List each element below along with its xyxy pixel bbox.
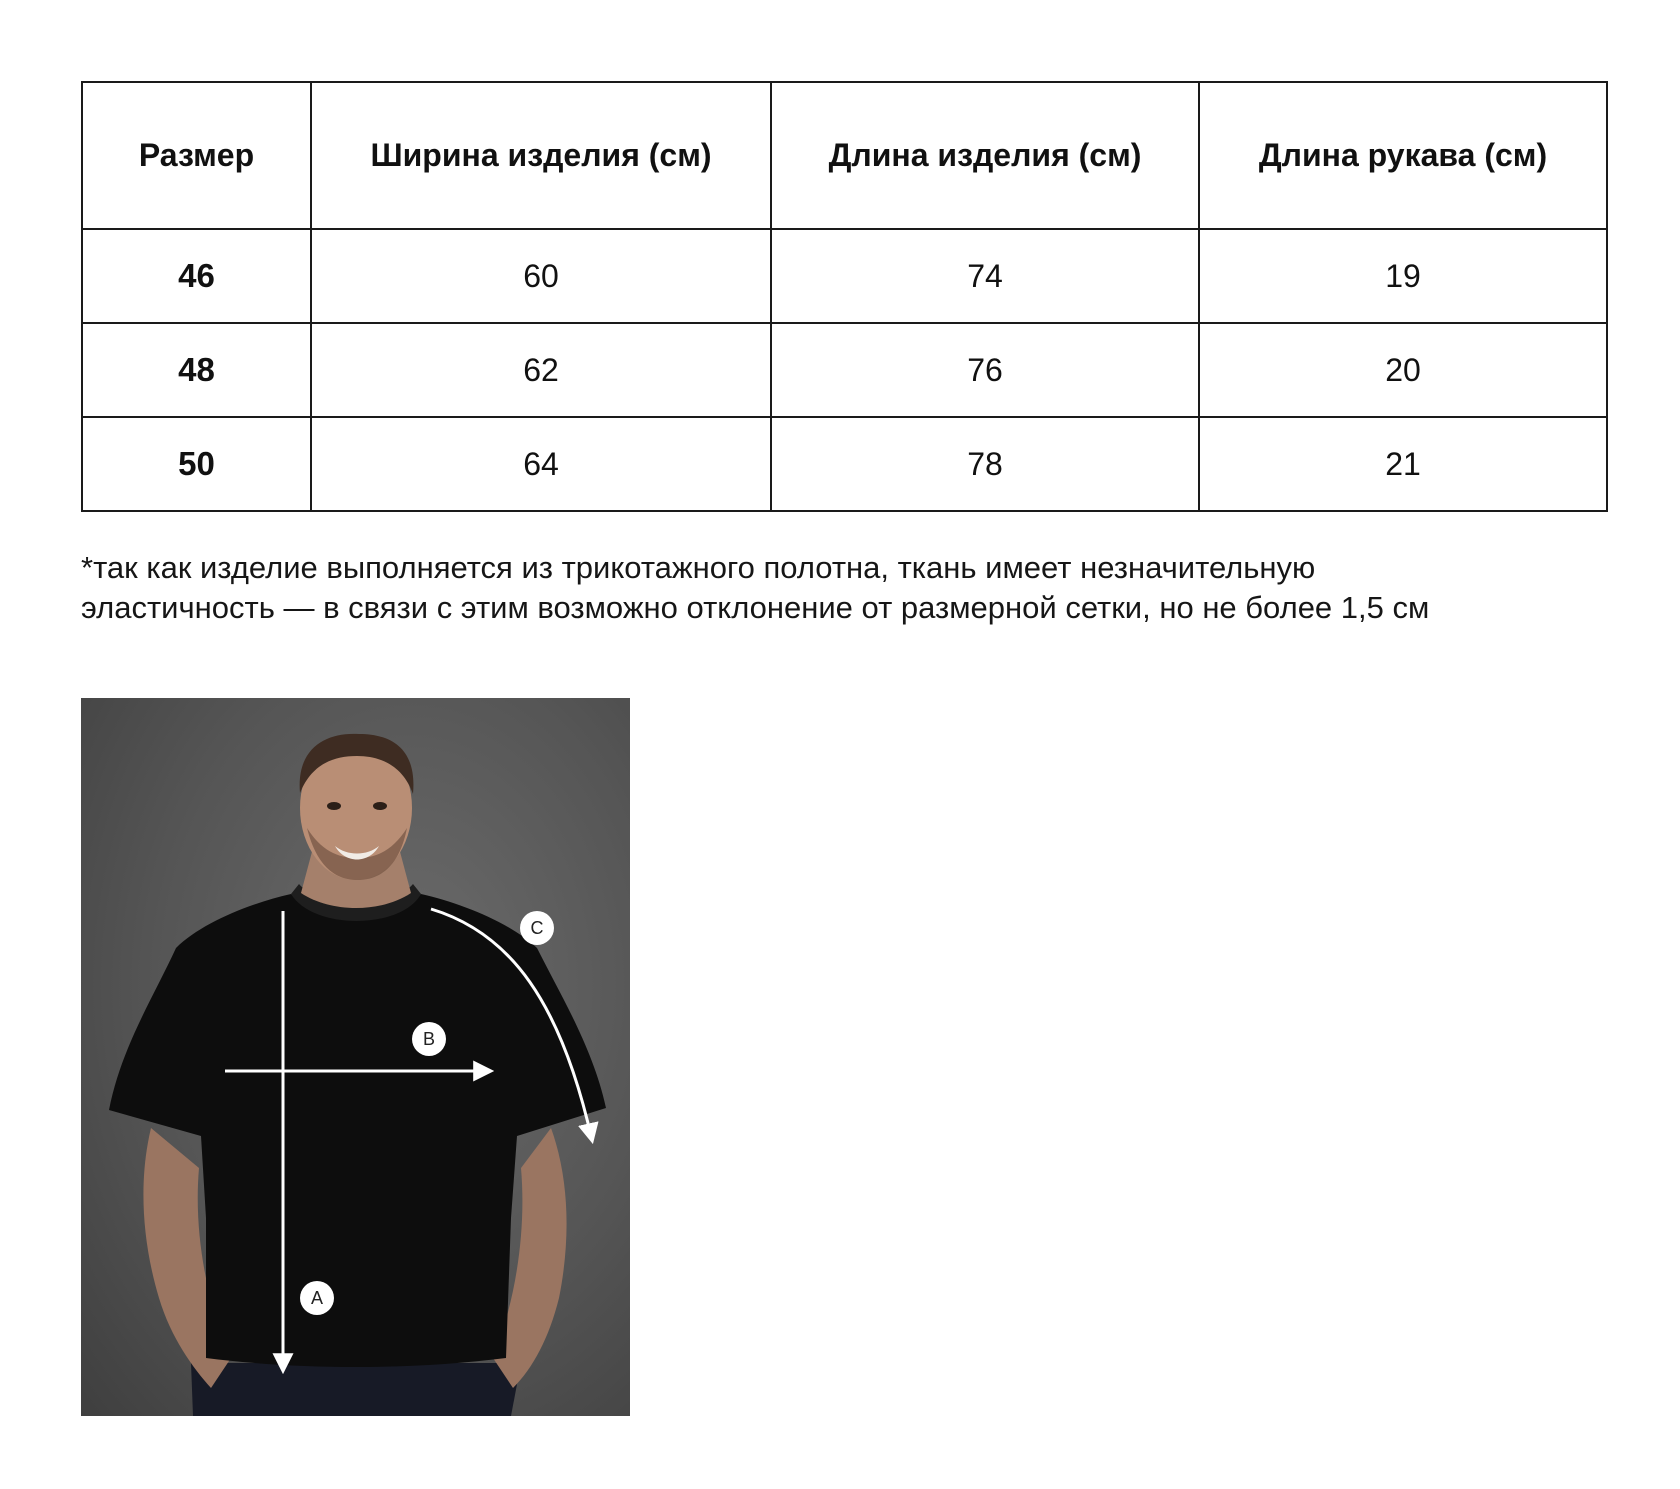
length-value: 78: [771, 417, 1199, 511]
width-value: 60: [311, 229, 771, 323]
header-width: Ширина изделия (см): [311, 82, 771, 229]
elasticity-note: [81, 548, 1641, 628]
length-value: 76: [771, 323, 1199, 417]
eye-right-shape: [373, 802, 387, 810]
header-length: Длина изделия (см): [771, 82, 1199, 229]
marker-b-label: B: [422, 1029, 436, 1049]
header-size: Размер: [82, 82, 311, 229]
note-line-2: эластичность — в связи с этим возможно отклонение от размерной сетки, но не более 1,5 см: [81, 590, 1430, 625]
measurement-photo: [81, 698, 630, 1416]
sleeve-value: 21: [1199, 417, 1607, 511]
length-value: 74: [771, 229, 1199, 323]
width-value: 62: [311, 323, 771, 417]
sleeve-value: 19: [1199, 229, 1607, 323]
sleeve-value: 20: [1199, 323, 1607, 417]
marker-a: [300, 1281, 334, 1315]
measurement-illustration: [81, 698, 630, 1416]
size-chart-table: [81, 81, 1608, 512]
size-value: 48: [82, 323, 311, 417]
width-value: 64: [311, 417, 771, 511]
table-row: [82, 417, 1607, 511]
table-row: [82, 323, 1607, 417]
marker-b: [412, 1022, 446, 1056]
table-header-row: [82, 82, 1607, 229]
marker-c-label: C: [530, 918, 544, 938]
marker-c: [520, 911, 554, 945]
size-value: 50: [82, 417, 311, 511]
trousers-shape: [191, 1363, 521, 1416]
header-sleeve: Длина рукава (см): [1199, 82, 1607, 229]
marker-a-label: A: [310, 1288, 324, 1308]
eye-left-shape: [327, 802, 341, 810]
size-value: 46: [82, 229, 311, 323]
table-row: [82, 229, 1607, 323]
note-line-1: *так как изделие выполняется из трикотажного полотна, ткань имеет незначительную: [81, 550, 1316, 585]
